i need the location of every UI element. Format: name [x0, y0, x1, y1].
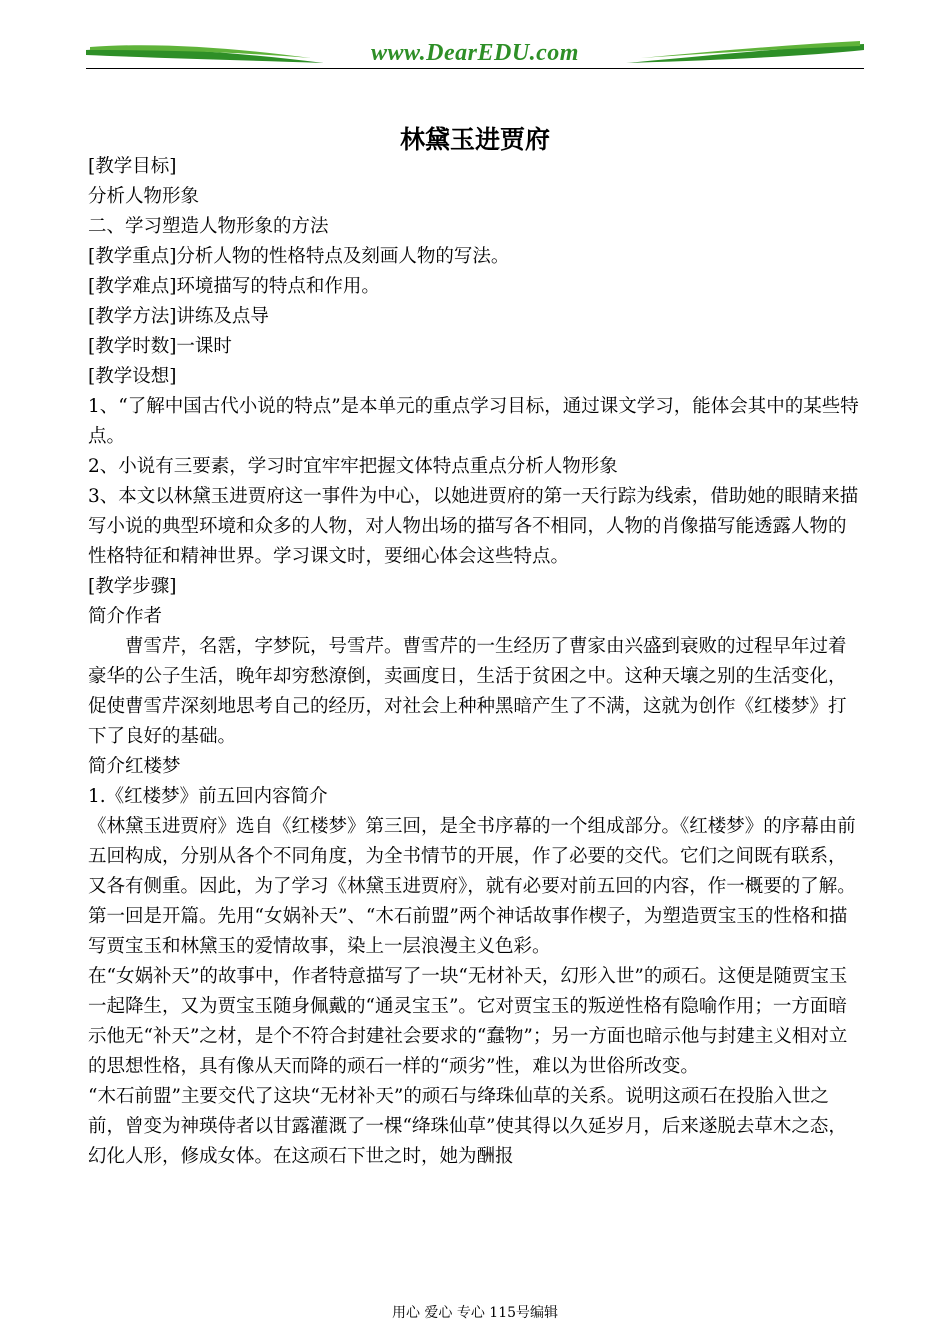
subheading: 简介红楼梦 — [88, 756, 181, 777]
page-footer: 用心 爱心 专心 115号编辑 — [391, 1305, 559, 1321]
paragraph: 2、小说有三要素，学习时宜牢牢把握文体特点重点分析人物形象 — [88, 456, 618, 477]
section-heading: [教学步骤] — [88, 576, 177, 597]
subheading: 1.《红楼梦》前五回内容简介 — [88, 786, 328, 807]
document-body — [88, 152, 864, 1172]
text-line: 二、学习塑造人物形象的方法 — [88, 216, 329, 237]
site-header-banner — [86, 36, 864, 72]
text-line: [教学重点]分析人物的性格特点及刻画人物的写法。 — [88, 246, 510, 267]
text-line: 分析人物形象 — [88, 186, 200, 207]
subheading: 简介作者 — [88, 606, 163, 627]
paragraph: “木石前盟”主要交代了这块“无材补天”的顽石与绛珠仙草的关系。说明这顽石在投胎入世之前，曾变为神瑛侍者以甘露灌溉了一棵“绛珠仙草”使其得以久延岁月，后来遂脱去草木之态，幻化人形，修成女体。在这顽石下世之时，她为酬报 — [88, 1086, 847, 1167]
paragraph: 《林黛玉进贾府》选自《红楼梦》第三回，是全书序幕的一个组成部分。《红楼梦》的序幕由前五回构成，分别从各个不同角度，为全书情节的开展，作了必要的交代。它们之间既有联系，又各有侧重。因此，为了学习《林黛玉进贾府》，就有必要对前五回的内容，作一概要的了解。 — [88, 816, 856, 897]
text-line: [教学方法]讲练及点导 — [88, 306, 269, 327]
paragraph: 曹雪芹，名霑，字梦阮，号雪芹。曹雪芹的一生经历了曹家由兴盛到衰败的过程早年过着豪华的公子生活，晚年却穷愁潦倒，卖画度日，生活于贫困之中。这种天壤之别的生活变化，促使曹雪芹深刻地思考自己的经历，对社会上种种黑暗产生了不满，这就为创作《红楼梦》打下了良好的基础。 — [88, 636, 847, 747]
paragraph: 3、本文以林黛玉进贾府这一事件为中心，以她进贾府的第一天行踪为线索，借助她的眼睛来描写小说的典型环境和众多的人物，对人物出场的描写各不相同，人物的肖像描写能透露人物的性格特征和精神世界。学习课文时，要细心体会这些特点。 — [88, 486, 859, 567]
site-logo-text[interactable]: www.DearEDU.com — [371, 40, 579, 66]
header-divider — [86, 68, 864, 69]
paragraph: 1、“了解中国古代小说的特点”是本单元的重点学习目标，通过课文学习，能体会其中的某些特点。 — [88, 396, 859, 447]
section-heading: [教学设想] — [88, 366, 177, 387]
text-line: [教学时数]一课时 — [88, 336, 232, 357]
section-heading: [教学目标] — [88, 156, 177, 177]
text-line: [教学难点]环境描写的特点和作用。 — [88, 276, 380, 297]
document-title: 林黛玉进贾府 — [399, 125, 550, 154]
paragraph: 第一回是开篇。先用“女娲补天”、“木石前盟”两个神话故事作楔子，为塑造贾宝玉的性格和描写贾宝玉和林黛玉的爱情故事，染上一层浪漫主义色彩。 — [88, 906, 848, 957]
paragraph: 在“女娲补天”的故事中，作者特意描写了一块“无材补天，幻形入世”的顽石。这便是随贾宝玉一起降生，又为贾宝玉随身佩戴的“通灵宝玉”。它对贾宝玉的叛逆性格有隐喻作用；一方面暗示他无“补天”之材，是个不符合封建社会要求的“蠢物”；另一方面也暗示他与封建主义相对立的思想性格，具有像从天而降的顽石一样的“顽劣”性，难以为世俗所改变。 — [88, 966, 848, 1077]
